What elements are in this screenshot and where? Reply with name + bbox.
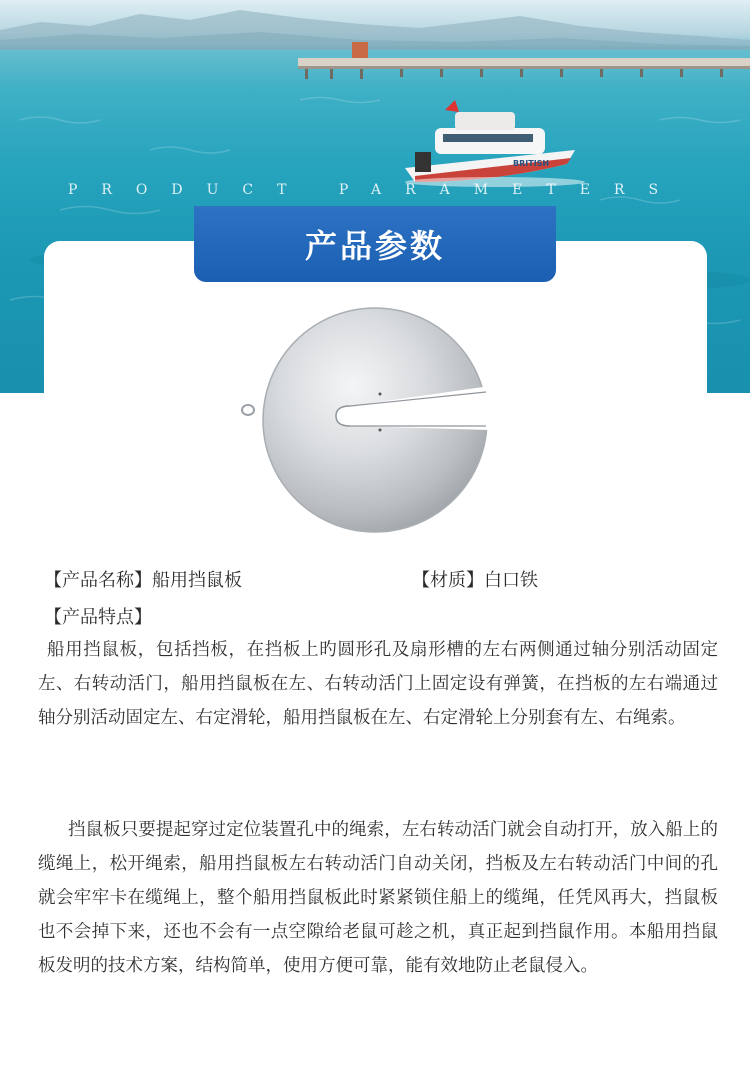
subtitle-english: PRODUCT PARAMETERS	[67, 182, 683, 198]
product-material: 【材质】白口铁	[412, 570, 538, 591]
features-paragraph-1: 船用挡鼠板，包括挡板，在挡板上旳圆形孔及扇形槽的左右两侧通过轴分别活动固定左、右转动活门，船用挡鼠板在左、右转动活门上固定设有弹簧，在挡板的左右端通过轴分别活动固定左、右定滑轮，船用挡鼠板在左、右定滑轮上分别套有左、右绳索。	[38, 640, 718, 728]
boat	[395, 90, 595, 190]
product-info-row	[44, 566, 724, 592]
boat-hull-text: BRITISH	[513, 159, 550, 168]
features-heading: 【产品特点】	[44, 607, 152, 628]
features-paragraph-2: 挡鼠板只要提起穿过定位装置孔中的绳索，左右转动活门就会自动打开，放入船上的缆绳上，松开绳索，船用挡鼠板左右转动活门自动关闭，挡板及左右转动活门中间的孔就会牢牢卡在缆绳上，整个船用挡鼠板此时紧紧锁住船上的缆绳，任凭风再大，挡鼠板也不会掉下来，还也不会有一点空隙给老鼠可趁之机，真正起到挡鼠作用。本船用挡鼠板发明的技术方案，结构简单，使用方便可靠，能有效地防止老鼠侵入。	[38, 820, 718, 976]
product-image-rat-guard	[240, 306, 500, 536]
pier	[0, 40, 750, 90]
section-title: 产品参数	[194, 206, 556, 282]
product-name: 【产品名称】船用挡鼠板	[44, 570, 242, 591]
